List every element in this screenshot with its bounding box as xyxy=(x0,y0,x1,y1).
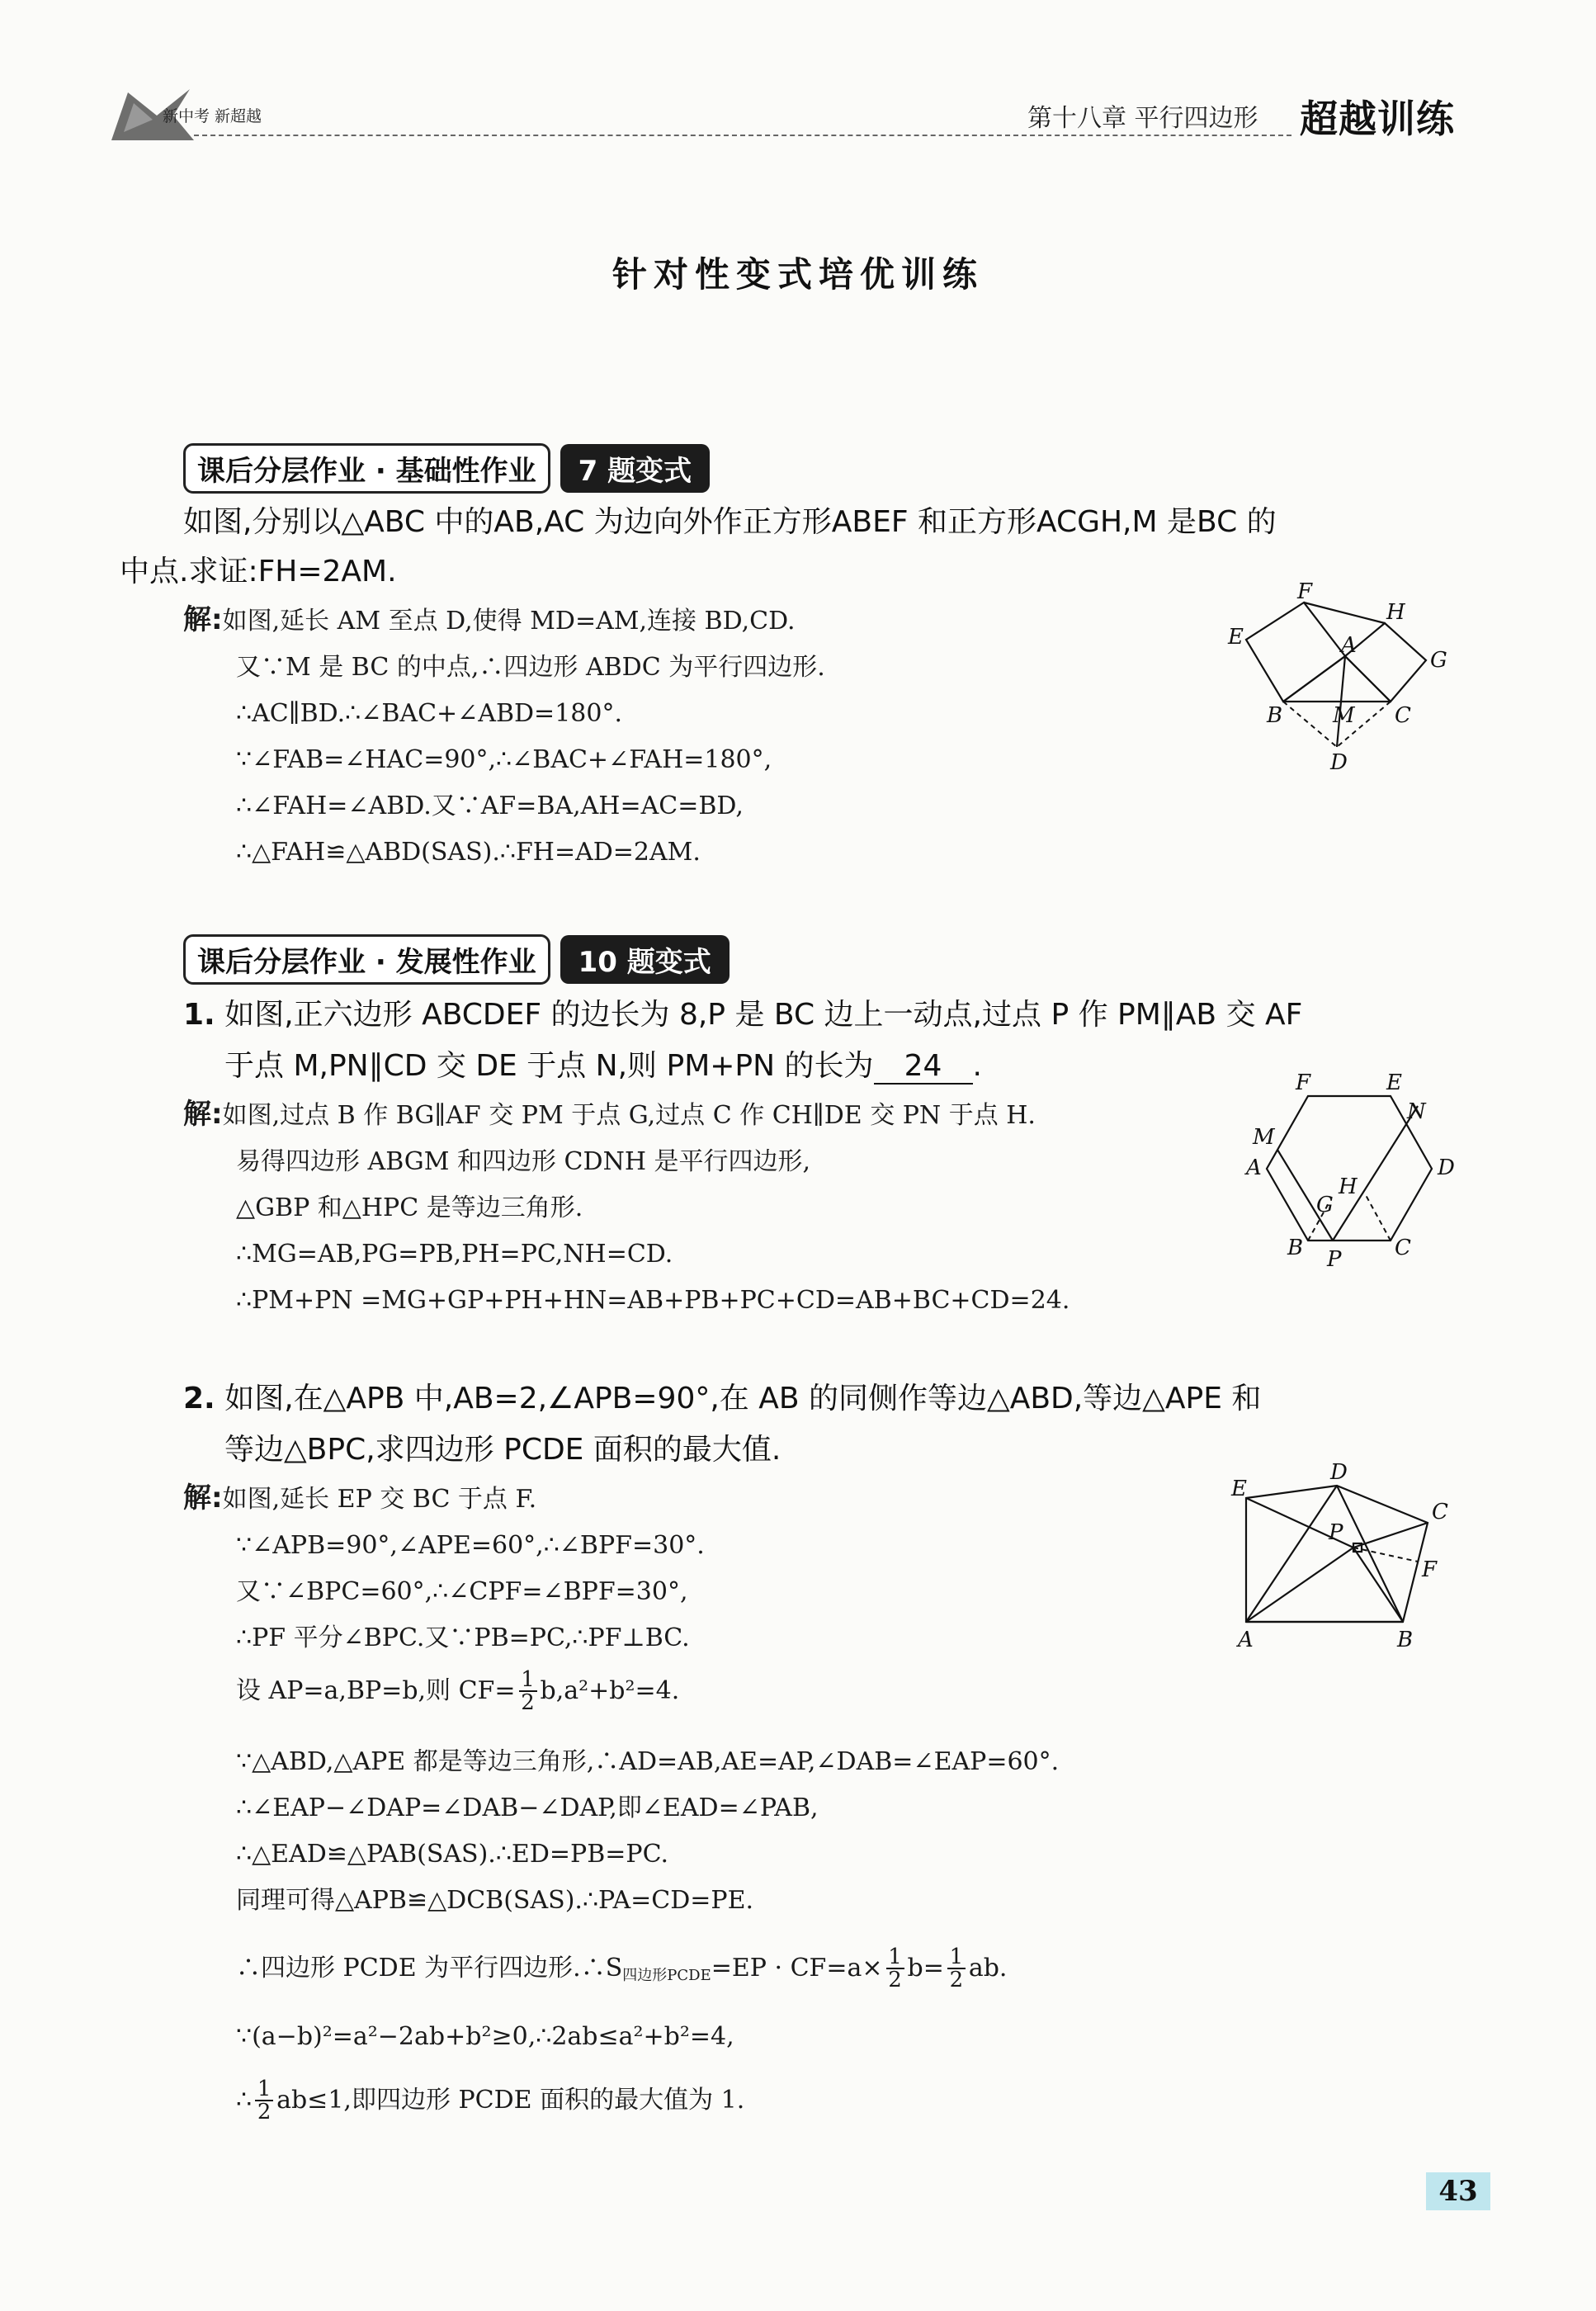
fig2-label: G xyxy=(1316,1193,1334,1217)
fig2-label: P xyxy=(1327,1247,1342,1272)
fig3-label: C xyxy=(1432,1500,1448,1524)
solution-line: 又∵M 是 BC 的中点,∴四边形 ABDC 为平行四边形. xyxy=(236,653,825,682)
fraction-numerator: 1 xyxy=(257,2077,272,2101)
brand-title: 超越训练 xyxy=(1300,97,1455,141)
solution-line: ∴△EAD≌△PAB(SAS).∴ED=PB=PC. xyxy=(236,1840,668,1869)
fig3-label: D xyxy=(1330,1461,1348,1485)
solution-line: ∵∠APB=90°,∠APE=60°,∴∠BPF=30°. xyxy=(236,1531,705,1560)
fig2-label: B xyxy=(1287,1236,1304,1260)
solution-line: 如图,过点 B 作 BG∥AF 交 PM 于点 G,过点 C 作 CH∥DE 交 PN 于点 H. xyxy=(222,1101,1036,1130)
solution-line: ∵(a−b)²=a²−2ab+b²≥0,∴2ab≤a²+b²=4, xyxy=(236,2022,734,2051)
solution-line: ∴AC∥BD.∴∠BAC+∠ABD=180°. xyxy=(236,699,622,728)
block1-statement-line2: 中点.求证:FH=2AM. xyxy=(120,555,397,588)
fig2-label: D xyxy=(1438,1156,1455,1180)
q1-line1 xyxy=(183,990,1302,1040)
fraction-half xyxy=(519,1669,537,1713)
fig3-label: F xyxy=(1422,1557,1438,1582)
q2-text-line2: 等边△BPC,求四边形 PCDE 面积的最大值. xyxy=(224,1433,781,1467)
fraction-half xyxy=(947,1946,966,1991)
fraction-denominator: 2 xyxy=(255,2100,273,2123)
question-number: 1. xyxy=(183,998,215,1032)
homework-tag: 课后分层作业 · 发展性作业 xyxy=(183,934,550,985)
solution-line: 同理可得△APB≌△DCB(SAS).∴PA=CD=PE. xyxy=(236,1886,754,1915)
series-name: 新中考 新超越 xyxy=(163,107,262,125)
solution-line: 如图,延长 AM 至点 D,使得 MD=AM,连接 BD,CD. xyxy=(222,607,796,636)
solution-line: ∵△ABD,△APE 都是等边三角形,∴AD=AB,AE=AP,∠DAB=∠EAP=60°. xyxy=(236,1747,1060,1776)
area-text: b= xyxy=(907,1954,944,1983)
fraction-line-text: 设 AP=a,BP=b,则 CF= xyxy=(236,1676,516,1705)
fig2-label: C xyxy=(1395,1236,1411,1260)
figure-squares-triangle xyxy=(1221,578,1469,784)
solution-line: 又∵∠BPC=60°,∴∠CPF=∠BPF=30°, xyxy=(236,1577,688,1606)
area-subscript: 四边形PCDE xyxy=(622,1967,711,1984)
fraction-denominator: 2 xyxy=(519,1690,537,1713)
area-text: ab. xyxy=(968,1954,1008,1983)
fig2-label: H xyxy=(1339,1174,1358,1199)
solution-line: 如图,延长 EP 交 BC 于点 F. xyxy=(222,1485,537,1514)
conclusion-text: ∴ xyxy=(236,2086,253,2115)
solution-label: 解: xyxy=(183,1098,223,1131)
solution-line: ∴∠FAH=∠ABD.又∵AF=BA,AH=AC=BD, xyxy=(236,792,744,820)
fig1-label: M xyxy=(1333,703,1355,728)
solution-label: 解: xyxy=(183,603,223,636)
q1-solution xyxy=(183,1091,1070,1324)
solution-line: △GBP 和△HPC 是等边三角形. xyxy=(236,1193,583,1222)
fraction-numerator: 1 xyxy=(888,1945,902,1969)
fig1-label: G xyxy=(1430,648,1447,673)
chapter-title: 第十八章 平行四边形 xyxy=(1027,104,1258,133)
answer-blank: 24 xyxy=(874,1050,973,1085)
q1-text-line1: 如图,正六边形 ABCDEF 的边长为 8,P 是 BC 边上一动点,过点 P 作 PM∥AB 交 AF xyxy=(224,998,1303,1032)
q2-line1 xyxy=(183,1374,1261,1424)
page-number: 43 xyxy=(1426,2172,1490,2210)
solution-line: ∴PM+PN =MG+GP+PH+HN=AB+PB+PC+CD=AB+BC+CD=24. xyxy=(236,1286,1070,1315)
block2-tags xyxy=(183,934,730,985)
homework-tag: 课后分层作业 · 基础性作业 xyxy=(183,443,550,494)
q2-solution xyxy=(183,1475,705,1661)
fraction-numerator: 1 xyxy=(949,1945,964,1969)
fig1-label: H xyxy=(1386,600,1405,625)
solution-line: ∴∠EAP−∠DAP=∠DAB−∠DAP,即∠EAD=∠PAB, xyxy=(236,1794,819,1822)
question-number: 2. xyxy=(183,1382,215,1415)
fig3-label: A xyxy=(1238,1628,1254,1652)
fig3-label: P xyxy=(1329,1520,1343,1545)
fraction-denominator: 2 xyxy=(886,1968,904,1991)
area-text: =EP · CF=a× xyxy=(711,1954,883,1983)
fraction-numerator: 1 xyxy=(521,1667,535,1692)
solution-line: ∴△FAH≌△ABD(SAS).∴FH=AD=2AM. xyxy=(236,838,701,867)
solution-line: ∴PF 平分∠BPC.又∵PB=PC,∴PF⊥BC. xyxy=(236,1623,690,1652)
fraction-half xyxy=(255,2078,273,2123)
q1-line2 xyxy=(224,1042,982,1091)
fig2-label: M xyxy=(1253,1125,1275,1150)
fraction-line-text: b,a²+b²=4. xyxy=(540,1676,680,1705)
variant-tag: 10 题变式 xyxy=(560,935,730,984)
solution-line: ∴MG=AB,PG=PB,PH=PC,NH=CD. xyxy=(236,1240,673,1269)
fig3-label: B xyxy=(1397,1628,1414,1652)
section-title: 针对性变式培优训练 xyxy=(611,254,984,295)
q1-period: . xyxy=(972,1049,982,1083)
fig2-label: A xyxy=(1246,1156,1262,1180)
fig1-label: E xyxy=(1228,625,1244,650)
fig1-label: D xyxy=(1330,750,1348,775)
fig1-label: A xyxy=(1341,633,1357,658)
conclusion-text: ab≤1,即四边形 PCDE 面积的最大值为 1. xyxy=(276,2086,745,2115)
solution-line: ∵∠FAB=∠HAC=90°,∴∠BAC+∠FAH=180°, xyxy=(236,745,772,774)
header-rule xyxy=(194,135,1291,136)
fig2-label: F xyxy=(1296,1071,1311,1095)
block1-tags xyxy=(183,443,710,494)
conclusion-line xyxy=(236,2078,744,2123)
figure-hexagon xyxy=(1230,1071,1477,1278)
solution-line: 易得四边形 ABGM 和四边形 CDNH 是平行四边形, xyxy=(236,1147,811,1176)
fig1-label: C xyxy=(1395,703,1411,728)
fig3-label: E xyxy=(1231,1477,1247,1501)
variant-tag: 7 题变式 xyxy=(560,444,711,493)
fraction-half xyxy=(886,1946,904,1991)
area-text: ∴四边形 PCDE 为平行四边形.∴S xyxy=(236,1954,623,1983)
block1-statement-line1: 如图,分别以△ABC 中的AB,AC 为边向外作正方形ABEF 和正方形ACGH,M 是BC 的 xyxy=(183,505,1277,539)
solution-fraction-line xyxy=(236,1669,679,1713)
fig1-label: F xyxy=(1297,579,1313,604)
figure-quadrilateral xyxy=(1221,1461,1477,1659)
q1-text-line2: 于点 M,PN∥CD 交 DE 于点 N,则 PM+PN 的长为 xyxy=(224,1049,874,1083)
solution-label: 解: xyxy=(183,1482,223,1515)
block1-solution xyxy=(183,597,825,876)
fraction-denominator: 2 xyxy=(947,1968,966,1991)
fig1-label: B xyxy=(1267,703,1283,728)
q2-solution-b xyxy=(236,1739,1059,1924)
fig2-label: N xyxy=(1407,1099,1426,1124)
q2-text-line1: 如图,在△APB 中,AB=2,∠APB=90°,在 AB 的同侧作等边△ABD,等边△APE 和 xyxy=(224,1382,1262,1415)
fig2-label: E xyxy=(1386,1071,1402,1095)
area-line xyxy=(236,1946,1007,1991)
